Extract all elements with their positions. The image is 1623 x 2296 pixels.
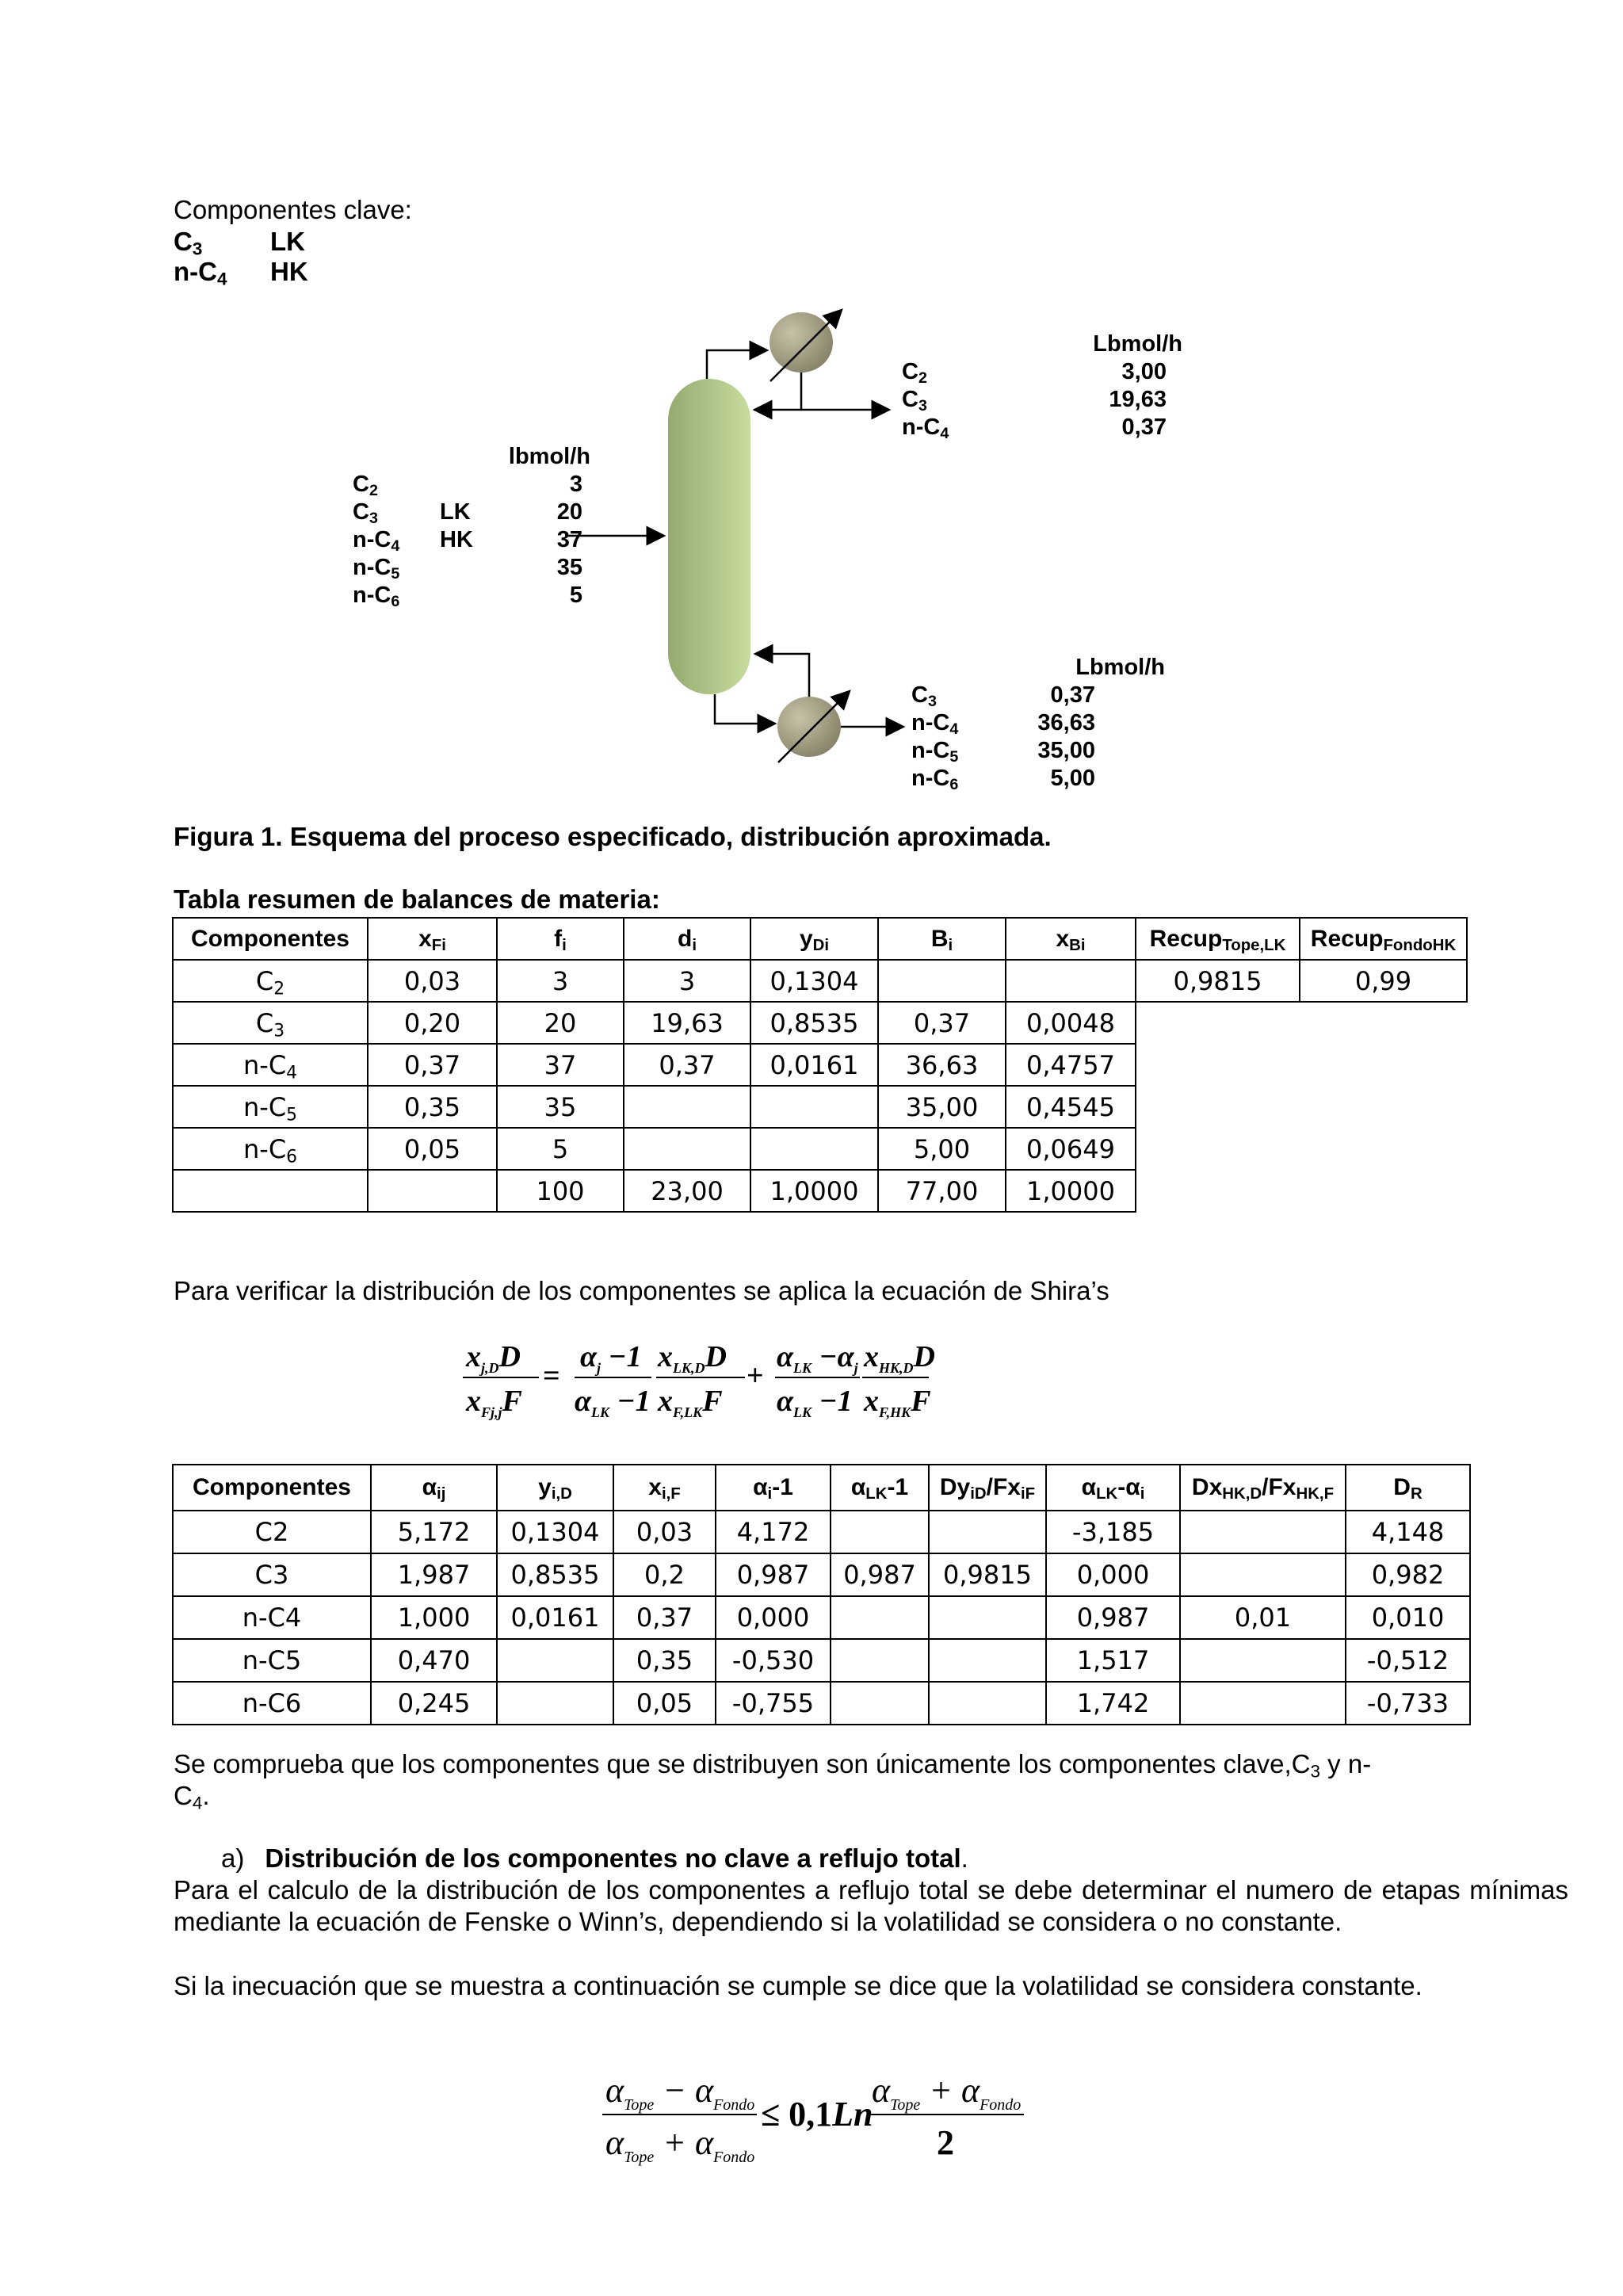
table-header-row: [173, 918, 1467, 960]
header-cell: $f_i$: [497, 918, 624, 960]
conclusion-text: Se comprueba que los componentes que se distribuyen son únicamente los componentes $clave,C_3$ y $n-C_4$.: [174, 1749, 1372, 1813]
header-cell: $\alpha_i-1$: [716, 1465, 831, 1511]
svg-text:αTope + αFondo: $\alpha_{Tope} + \alpha_{Fondo}$: [872, 2071, 1022, 2114]
svg-text:xFj,jF: $x_{Fj,j}F$: [466, 1385, 522, 1420]
section-a-paragraph-1: Para el calculo de la distribución de los componentes a reflujo total se debe determinar el numero de etapas mínimas mediante la ecuación de Fenske o Winn’s, dependiendo si la volatilidad se considera o no constante.: [174, 1875, 1568, 1936]
table-row: n-C6 0,245 0,05 -0,755 1,742 -0,733: [173, 1682, 1470, 1725]
svg-text:xHK,DD: $x_{HK,D}D$: [864, 1340, 935, 1376]
header-cell: Recup$_{FondoHK}$: [1300, 918, 1467, 960]
header-cell: $D_R$: [1346, 1465, 1470, 1511]
header-cell: $Dy_{iD}/Fx_{iF}$: [929, 1465, 1046, 1511]
table-row: n-C5 0,470 0,35 -0,530 1,517 -0,512: [173, 1639, 1470, 1682]
distillation-column: [668, 379, 750, 694]
table-row: $n-C_6$ 0,05 5 5,00 0,0649: [173, 1128, 1467, 1170]
table-row: $n-C_5$ 0,35 35 35,00 0,4545: [173, 1086, 1467, 1128]
svg-text:xF,LKF: $x_{F,LK}F$: [658, 1385, 723, 1420]
key-components-title: Componentes clave:: [174, 195, 412, 224]
svg-text:αTope − αFondo: $\alpha_{Tope} - \alpha_{Fondo}$: [605, 2071, 755, 2114]
header-cell: $y_{i,D}$: [497, 1465, 613, 1511]
table-row: $C_2$ 0,03 3 3 0,1304 0,9815 0,99: [173, 960, 1467, 1002]
feed-row: $n-C_5$ 35: [353, 555, 582, 583]
figure-caption: Figura 1. Esquema del proceso especificado, distribución aproximada.: [174, 822, 1052, 851]
svg-text:αLK −1: $\alpha_{LK} -1$: [777, 1385, 853, 1420]
svg-text:xj,DD: $x_{j,D}D$: [466, 1340, 521, 1376]
header-cell: $\alpha_{ij}$: [371, 1465, 497, 1511]
svg-text:αj −1: $\alpha_j -1$: [580, 1340, 642, 1376]
svg-text:αLK −1: $\alpha_{LK} -1$: [575, 1385, 651, 1420]
svg-text:2: 2: [937, 2123, 954, 2162]
feed-row: $C_3$ LK 20: [353, 499, 582, 527]
shira-equation: [444, 1331, 935, 1427]
svg-text:≤ 0,1Ln: ≤ 0,1Ln: [761, 2095, 873, 2134]
feed-row: $C_2$ 3: [353, 472, 582, 499]
distillate-stream: Lbmol/h $C_2$ 3,00 $C_3$ 19,63 $n-C_4$ 0,37: [902, 331, 1182, 442]
header-cell: $\alpha_{LK}-\alpha_i$: [1046, 1465, 1180, 1511]
section-a-heading: a) Distribución de los componentes no clave a reflujo total.: [221, 1843, 968, 1873]
feed-row: $n-C_6$ 5: [353, 583, 582, 610]
svg-text:xF,HKF: $x_{F,HK}F$: [864, 1385, 931, 1420]
header-cell: Recup$_{Tope,LK}$: [1136, 918, 1300, 960]
svg-text:αLK −αj: $\alpha_{LK} -\alpha_j$: [777, 1340, 858, 1376]
header-cell: $\alpha_{LK}-1$: [831, 1465, 929, 1511]
svg-text:=: =: [543, 1359, 560, 1392]
bottoms-stream: Lbmol/h $C_3$ 0,37 $n-C_4$ 36,63 $n-C_5$ 35,00 $n-C_6$ 5,00: [911, 655, 1165, 793]
key-component-hk: $n-C_4$ HK: [174, 257, 308, 289]
header-cell: $Dx_{HK,D}/Fx_{HK,F}$: [1180, 1465, 1346, 1511]
header-cell: Componentes: [173, 918, 368, 960]
svg-text:+: +: [747, 1359, 764, 1392]
table-row: n-C4 1,000 0,0161 0,37 0,000 0,987 0,01 0,010: [173, 1596, 1470, 1639]
header-cell: $x_{Fi}$: [368, 918, 497, 960]
process-diagram: [0, 0, 1623, 808]
feed-row: $n-C_4$ HK 37: [353, 527, 582, 555]
shira-table: [172, 1464, 1471, 1725]
header-cell: $B_i$: [878, 918, 1006, 960]
table-header-row: [173, 1465, 1470, 1511]
section-a-paragraph-2: Si la inecuación que se muestra a continuación se cumple se dice que la volatilidad se considera constante.: [174, 1971, 1423, 2000]
key-component-lk: $C_3$ LK: [174, 227, 305, 259]
table1-title: Tabla resumen de balances de materia:: [174, 884, 660, 914]
material-balance-table: [172, 917, 1468, 1213]
table-row: C2 5,172 0,1304 0,03 4,172 -3,185 4,148: [173, 1511, 1470, 1553]
svg-text:αTope + αFondo: $\alpha_{Tope} + \alpha_{Fondo}$: [605, 2123, 755, 2166]
volatility-inequality: [594, 2061, 1038, 2172]
table-row: C3 1,987 0,8535 0,2 0,987 0,987 0,9815 0,000 0,982: [173, 1553, 1470, 1596]
feed-stream: lbmol/h $C_2$ 3 $C_3$ LK 20 $n-C_4$ HK 37 $n-C_5$ 35 $n-C_6$ 5: [353, 444, 590, 610]
header-cell: $x_{i,F}$: [613, 1465, 716, 1511]
header-cell: $x_{Bi}$: [1006, 918, 1136, 960]
table-row: $C_3$ 0,20 20 19,63 0,8535 0,37 0,0048: [173, 1002, 1467, 1044]
header-cell: $d_i$: [624, 918, 750, 960]
table-total-row: 100 23,00 1,0000 77,00 1,0000: [173, 1170, 1467, 1212]
table-row: $n-C_4$ 0,37 37 0,37 0,0161 36,63 0,4757: [173, 1044, 1467, 1086]
shira-intro: Para verificar la distribución de los componentes se aplica la ecuación de Shira’s: [174, 1276, 1109, 1305]
svg-text:xLK,DD: $x_{LK,D}D$: [658, 1340, 727, 1376]
header-cell: $y_{Di}$: [750, 918, 878, 960]
header-cell: Componentes: [173, 1465, 371, 1511]
